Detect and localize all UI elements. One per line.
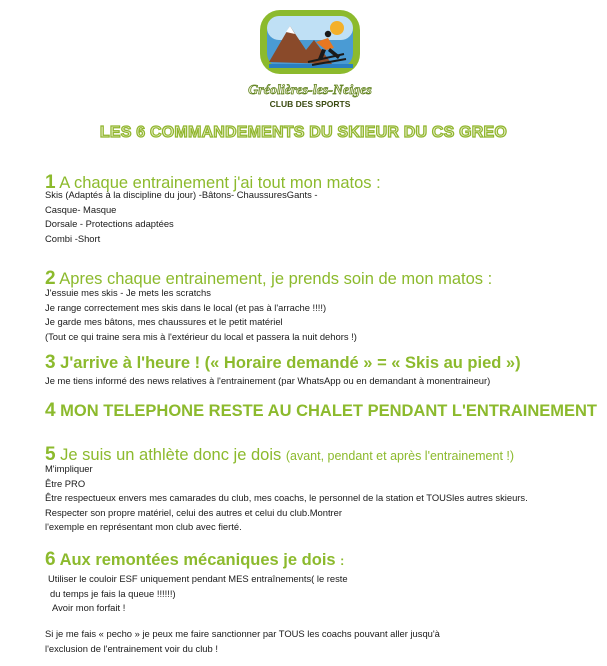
section-6-number: 6 (45, 549, 56, 570)
club-logo (242, 4, 378, 112)
section-3-number: 3 (45, 352, 56, 373)
section-6-title: Aux remontées mécaniques je dois (59, 551, 336, 569)
section-5-line: l'exemple en représentant mon club avec fierté. (45, 521, 242, 532)
section-1-body (45, 188, 318, 246)
section-4-number: 4 (45, 400, 56, 421)
section-6-line: Avoir mon forfait ! (52, 602, 126, 613)
section-4-title: MON TELEPHONE RESTE AU CHALET PENDANT L'ENTRAINEMENT (60, 402, 597, 420)
section-5-title-suffix: (avant, pendant et après l'entrainement !) (285, 449, 515, 463)
section-6-heading (45, 549, 344, 571)
section-5-body (45, 462, 528, 535)
footer-line: l'exclusion de l'entrainement voir du club ! (45, 642, 218, 654)
footer-line: Si je me fais « pecho » je peux me faire sanctionner par TOUS les coachs pouvant aller jusqu'à (45, 628, 440, 639)
section-5-line: Respecter son propre matériel, celui des autres et celui du club.Montrer (45, 506, 343, 518)
logo-name: Gréolières-les-Neiges (248, 83, 372, 98)
section-2-line: Je garde mes bâtons, mes chaussures et le petit matériel (45, 316, 283, 327)
logo-sun (330, 21, 344, 35)
section-1-line: Skis (Adaptés à la discipline du jour) -Bâtons- ChaussuresGants - (45, 189, 318, 200)
section-5-line: Être respectueux envers mes camarades du club, mes coachs, le personnel de la station et TOUSles autres skieurs. (45, 492, 528, 503)
section-1-title: A chaque entrainement j'ai tout mon matos : (59, 174, 381, 192)
section-2-number: 2 (45, 268, 56, 289)
section-6-title-suffix: : (340, 554, 345, 568)
section-1-line: Combi -Short (45, 232, 101, 244)
section-6-body (48, 572, 348, 616)
footer-note (45, 627, 440, 656)
section-2-title: Apres chaque entrainement, je prends soin de mon matos : (59, 270, 493, 288)
page-title: LES 6 COMMANDEMENTS DU SKIEUR DU CS GREO (99, 124, 508, 141)
section-3-title: J'arrive à l'heure ! (« Horaire demandé » = « Skis au pied ») (60, 354, 521, 372)
section-1-line: Dorsale - Protections adaptées (45, 218, 174, 229)
section-5-line: M'impliquer (45, 463, 93, 474)
section-3-body (45, 374, 490, 389)
section-1-number: 1 (45, 172, 56, 193)
section-6-line: du temps je fais la queue !!!!!!) (50, 587, 176, 599)
section-4-heading (45, 400, 597, 422)
section-5-line: Être PRO (45, 477, 86, 489)
section-1-line: Casque- Masque (45, 203, 117, 215)
section-3-line: Je me tiens informé des news relatives à l'entrainement (par WhatsApp ou en demandant à monentraineur) (45, 375, 491, 386)
section-2-body (45, 286, 357, 344)
section-2-line: J'essuie mes skis - Je mets les scratchs (45, 287, 211, 298)
logo-subtitle: CLUB DES SPORTS (269, 99, 351, 109)
section-2-line: (Tout ce qui traine sera mis à l'extérieur du local et passera la nuit dehors !) (45, 330, 357, 342)
section-5-title: Je suis un athlète donc je dois (60, 446, 282, 464)
section-5-number: 5 (45, 444, 56, 465)
section-6-line: Utiliser le couloir ESF uniquement pendant MES entraînements( le reste (48, 573, 348, 584)
section-3-heading (45, 352, 521, 374)
section-2-line: Je range correctement mes skis dans le local (et pas à l'arrache !!!!) (45, 301, 327, 313)
